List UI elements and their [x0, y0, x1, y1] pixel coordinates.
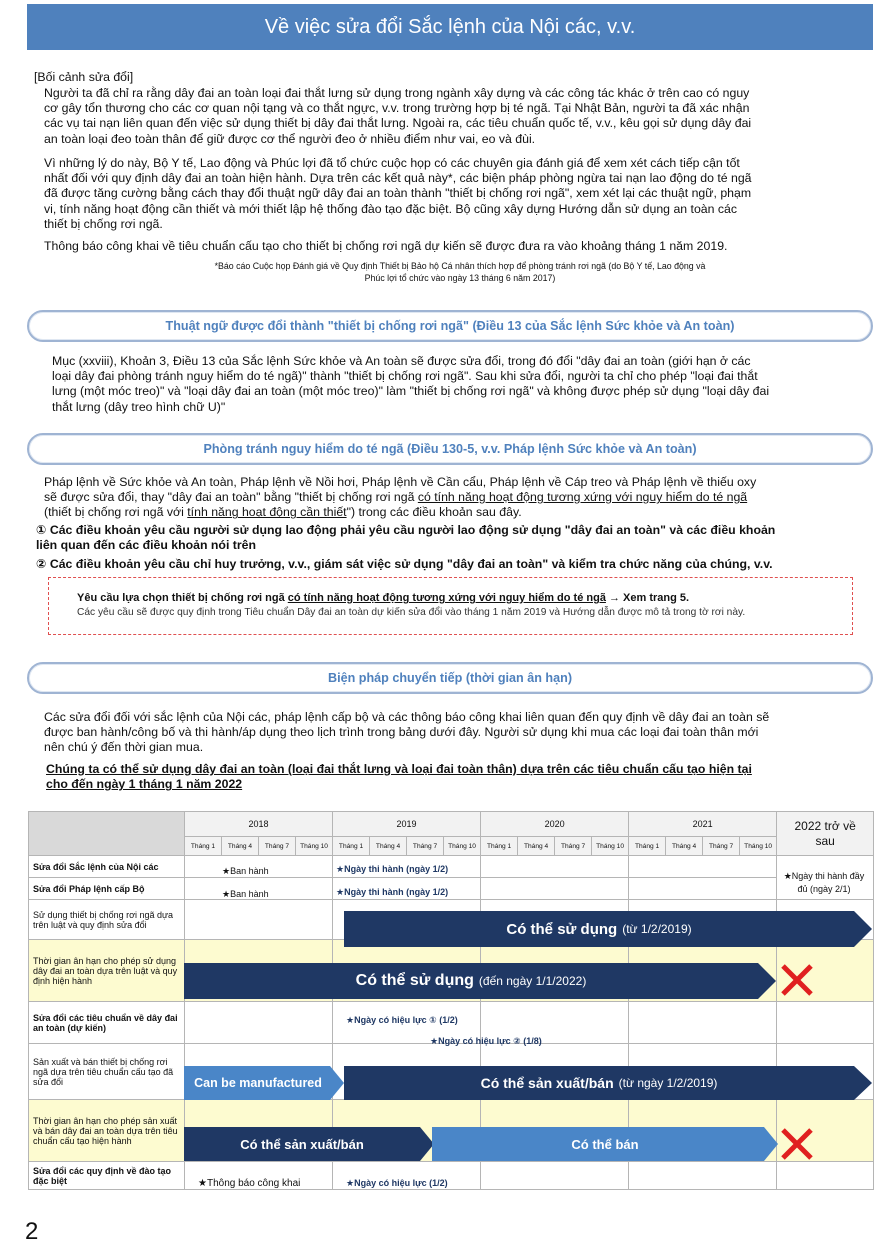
cross-icon	[780, 963, 814, 997]
arrow-grace-use-label: Có thể sử dụng (đến ngày 1/1/2022)	[355, 972, 587, 989]
transition-emphasis: Chúng ta có thể sử dụng dây đai an toàn (loại đai thắt lưng và loại đai toàn thân) dựa trên các tiêu chuẩn cấu tạo hiện tại cho đến ngày 1 tháng 1 năm 2022	[46, 762, 752, 792]
month-cell: Tháng 10	[740, 837, 777, 856]
star-marker: ★Ngày có hiệu lực ① (1/2)	[346, 1015, 458, 1025]
month-cell: Tháng 1	[629, 837, 666, 856]
star-marker: ★Ngày thi hành (ngày 1/2)	[336, 887, 449, 897]
year-2021: 2021	[629, 812, 777, 837]
page-number: 2	[25, 1218, 39, 1245]
month-cell: Tháng 1	[333, 837, 370, 856]
row-label-grace-manufacture: Thời gian ân hạn cho phép sản xuất và bán dây đai an toàn dựa trên tiêu chuẩn cấu tạo hiện hành	[29, 1100, 185, 1162]
month-cell: Tháng 7	[259, 837, 296, 856]
month-cell: Tháng 10	[592, 837, 629, 856]
row-label-use-revised: Sử dụng thiết bị chống rơi ngã dựa trên luật và quy định sửa đổi	[29, 900, 185, 940]
month-cell: Tháng 1	[481, 837, 518, 856]
month-cell: Tháng 10	[296, 837, 333, 856]
row-label-manufacture-revised: Sản xuất và bán thiết bị chống rơi ngã dựa trên tiêu chuẩn cấu tạo đã sửa đổi	[29, 1044, 185, 1100]
footnote-line-1: *Báo cáo Cuộc họp Đánh giá về Quy định Thiết bị Bảo hộ Cá nhân thích hợp để phòng tránh rơi ngã (do Bộ Y tế, Lao động và	[214, 261, 706, 271]
month-cell: Tháng 4	[370, 837, 407, 856]
star-marker: ★Thông báo công khai	[198, 1178, 301, 1189]
star-marker: ★Ngày thi hành (ngày 1/2)	[336, 864, 449, 874]
star-marker: ★Ban hành	[222, 889, 269, 899]
requirement-callout-box	[48, 577, 853, 635]
background-paragraph-3: Thông báo công khai về tiêu chuẩn cấu tạo cho thiết bị chống rơi ngã dự kiến sẽ được đưa ra vào khoảng tháng 1 năm 2019.	[44, 239, 728, 253]
cross-icon	[780, 1127, 814, 1161]
table-row	[29, 856, 874, 878]
arrow-can-be-manufactured-label: Can be manufactured	[194, 1076, 322, 1090]
arrow-grace-sell-label: Có thể bán	[571, 1136, 639, 1152]
section-terminology-body: Mục (xxviii), Khoản 3, Điều 13 của Sắc lệnh Sức khỏe và An toàn sẽ được sửa đổi, trong đó đổi "dây đai an toàn (giới hạn ở các loại dây đai phòng tránh nguy hiểm do té ngã)" thành "thiết bị chống rơi ngã". Sau khi sửa đổi, người ta chỉ cho phép "loại đai thắt lưng (một móc treo)" và "loại dây đai an toàn (một móc treo)" làm "thiết bị chống rơi ngã" và không được phép sử dụng "loại dây đai thắt lưng (dây treo hình chữ U)"	[52, 354, 770, 414]
section-transition-body: Các sửa đổi đối với sắc lệnh của Nội các, pháp lệnh cấp bộ và các thông báo công khai liên quan đến quy định về dây đai an toàn sẽ được ban hành/công bố và thi hành/áp dụng theo lịch trình trong bảng dưới đây. Người sử dụng khi mua các loại đai toàn thân mới nên chú ý đến thời gian mua.	[44, 710, 770, 755]
year-2019: 2019	[333, 812, 481, 837]
star-marker: ★Ban hành	[222, 866, 269, 876]
year-2018: 2018	[185, 812, 333, 837]
month-cell: Tháng 1	[185, 837, 222, 856]
arrow-grace-manufacture-label: Có thể sản xuất/bán	[240, 1136, 364, 1152]
section-heading-transition: Biện pháp chuyển tiếp (thời gian ân hạn)	[27, 662, 873, 694]
month-cell: Tháng 4	[666, 837, 703, 856]
star-marker-full-enforcement: ★Ngày thi hành đầy đủ (ngày 2/1)	[783, 871, 865, 894]
year-2022-onward: 2022 trở về sau	[777, 812, 874, 856]
table-corner	[29, 812, 185, 856]
month-cell: Tháng 7	[703, 837, 740, 856]
star-marker: ★Ngày có hiệu lực ② (1/8)	[430, 1036, 542, 1046]
row-label-grace-use: Thời gian ân hạn cho phép sử dụng dây đai an toàn dựa trên luật và quy định hiện hành	[29, 940, 185, 1002]
background-label: [Bối cảnh sửa đổi]	[34, 70, 134, 84]
section-heading-terminology: Thuật ngữ được đổi thành "thiết bị chống rơi ngã" (Điều 13 của Sắc lệnh Sức khỏe và An toàn)	[27, 310, 873, 342]
background-paragraph-2: Vì những lý do này, Bộ Y tế, Lao động và Phúc lợi đã tổ chức cuộc họp có các chuyên gia đánh giá để xem xét cách tiếp cận tốt nhất đối với quy định dây đai an toàn hiện hành. Dựa trên các kết quả này*, các biện pháp phòng ngừa tai nạn lao động do té ngã đã được tăng cường bằng cách thay đổi thuật ngữ dây đai an toàn thành "thiết bị chống rơi ngã", xem xét lại các thuật ngữ, phạm vi, tính năng hoạt động cần thiết và mới thiết lập hệ thống đào tạo đặc biệt. Bộ cũng xây dựng Hướng dẫn sử dụng an toàn các thiết bị chống rơi ngã.	[44, 156, 752, 231]
clause-1: ① Các điều khoản yêu cầu người sử dụng lao động phải yêu cầu người lao động sử dụng "dây đai an toàn" và các điều khoản liên quan đến các điều khoản nói trên	[36, 523, 776, 553]
clause-2: ② Các điều khoản yêu cầu chỉ huy trưởng, v.v., giám sát việc sử dụng "dây đai an toàn" và kiểm tra chức năng của chúng, v.v.	[36, 557, 773, 571]
row-label-standard-revision: Sửa đổi các tiêu chuẩn về dây đai an toàn (dự kiến)	[29, 1002, 185, 1044]
background-paragraph-1: Người ta đã chỉ ra rằng dây đai an toàn loại đai thắt lưng sử dụng trong ngành xây dựng và các công tác khác ở trên cao có nguy cơ gây tổn thương cho các cơ quan nội tạng và co thắt ngực, v.v. trong trường hợp bị té ngã. Tại Nhật Bản, người ta đã xác nhận các vụ tai nạn liên quan đến việc sử dụng thiết bị dây đai thắt lưng. Ngoài ra, các tiêu chuẩn quốc tế, v.v., kêu gọi sử dụng dây đai an toàn loại đeo toàn thân để giữ được cơ thể người đeo ở nhiều điểm như vai, eo và đùi.	[44, 86, 752, 146]
row-label-special-training: Sửa đổi các quy định về đào tạo đặc biệt	[29, 1162, 185, 1190]
arrow-use-label: Có thể sử dụng (từ 1/2/2019)	[506, 920, 692, 938]
table-row	[29, 1162, 874, 1190]
arrow-manufacture-revised-label: Có thể sản xuất/bán (từ ngày 1/2/2019)	[480, 1075, 718, 1091]
table-row	[29, 878, 874, 900]
row-label-cabinet-order: Sửa đổi Sắc lệnh của Nội các	[29, 856, 185, 878]
month-cell: Tháng 4	[222, 837, 259, 856]
star-marker: ★Ngày có hiệu lực (1/2)	[346, 1178, 448, 1188]
month-cell: Tháng 7	[407, 837, 444, 856]
month-cell: Tháng 4	[518, 837, 555, 856]
row-label-ministerial-ordinance: Sửa đổi Pháp lệnh cấp Bộ	[29, 878, 185, 900]
page-title: Về việc sửa đổi Sắc lệnh của Nội các, v.v.	[27, 4, 873, 50]
section-heading-fall-prevention: Phòng tránh nguy hiểm do té ngã (Điều 130-5, v.v. Pháp lệnh Sức khỏe và An toàn)	[27, 433, 873, 465]
year-2020: 2020	[481, 812, 629, 837]
section-fall-prevention-body: Pháp lệnh về Sức khỏe và An toàn, Pháp lệnh về Nồi hơi, Pháp lệnh về Cần cẩu, Pháp lệnh về Cáp treo và Pháp lệnh về thiếu oxy sẽ được sửa đổi, thay "dây đai an toàn" bằng "thiết bị chống rơi ngã có tính năng hoạt động tương xứng với nguy hiểm do té ngã (thiết bị chống rơi ngã với tính năng hoạt động cần thiết") trong các điều khoản sau đây.	[44, 475, 757, 520]
month-cell: Tháng 10	[444, 837, 481, 856]
footnote-line-2: Phúc lợi tổ chức vào ngày 13 tháng 6 năm 2017)	[364, 273, 556, 283]
callout-line-2: Các yêu cầu sẽ được quy định trong Tiêu chuẩn Dây đai an toàn dự kiến sửa đổi vào tháng 1 năm 2019 và Hướng dẫn được mô tả trong tờ rơi này.	[77, 607, 746, 618]
callout-line-1: Yêu cầu lựa chọn thiết bị chống rơi ngã có tính năng hoạt động tương xứng với nguy hiểm do té ngã → Xem trang 5.	[77, 592, 690, 604]
month-cell: Tháng 7	[555, 837, 592, 856]
